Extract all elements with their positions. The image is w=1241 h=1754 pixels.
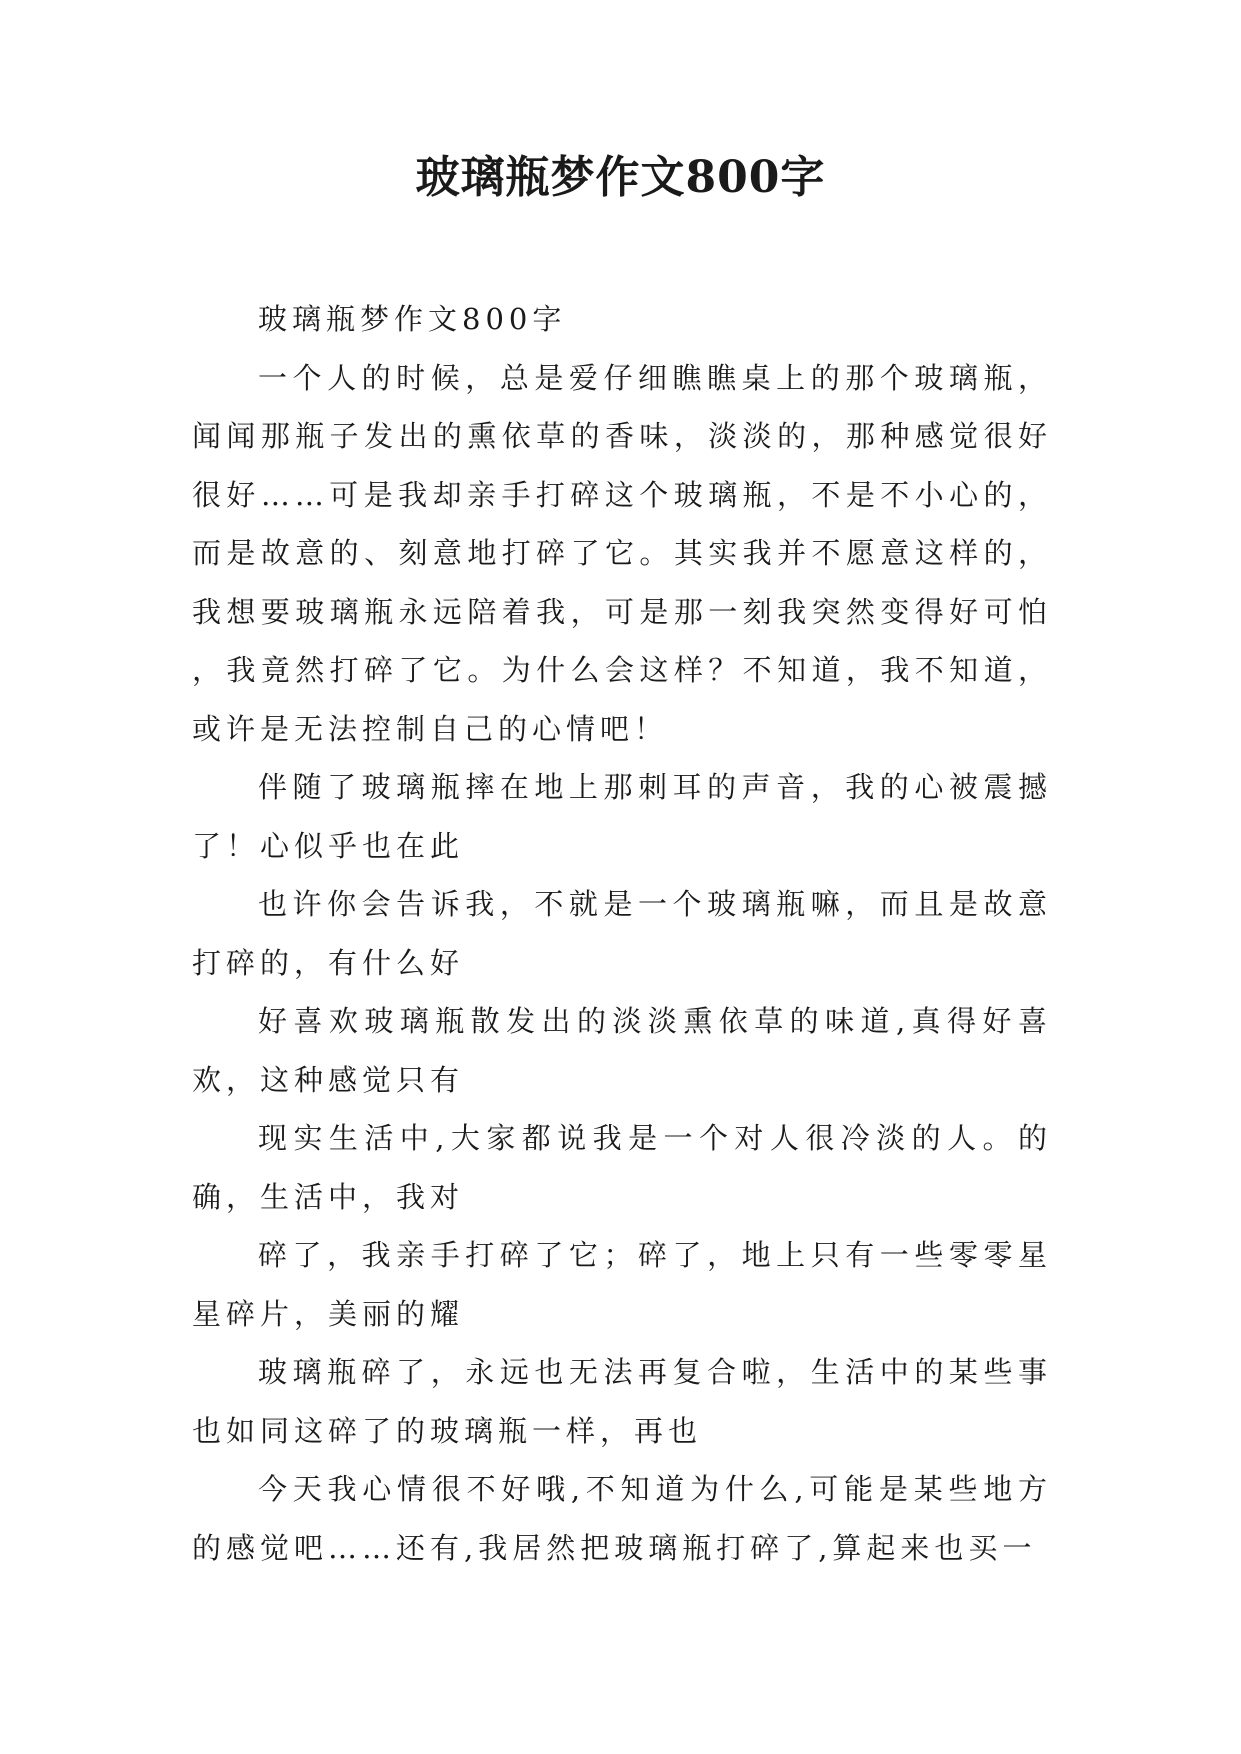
- paragraph-subtitle: 玻璃瓶梦作文800字: [258, 302, 567, 336]
- paragraph: 碎了，我亲手打碎了它；碎了，地上只有一些零零星星碎片，美丽的耀: [192, 1238, 1052, 1331]
- paragraph: 一个人的时候，总是爱仔细瞧瞧桌上的那个玻璃瓶，闻闻那瓶子发出的熏依草的香味，淡淡的，那种感觉很好很好……可是我却亲手打碎这个玻璃瓶，不是不小心的，而是故意的、刻意地打碎了它。其实我并不愿意这样的，我想要玻璃瓶永远陪着我，可是那一刻我突然变得好可怕，我竟然打碎了它。为什么会这样？不知道，我不知道，或许是无法控制自己的心情吧！: [192, 360, 1052, 746]
- paragraph: 好喜欢玻璃瓶散发出的淡淡熏依草的味道,真得好喜欢，这种感觉只有: [192, 1004, 1052, 1097]
- document-body: [192, 290, 1052, 1577]
- document-title: 玻璃瓶梦作文800字: [415, 152, 826, 203]
- paragraph: 现实生活中,大家都说我是一个对人很冷淡的人。的确，生活中，我对: [192, 1121, 1052, 1214]
- paragraph: 玻璃瓶碎了，永远也无法再复合啦，生活中的某些事也如同这碎了的玻璃瓶一样，再也: [192, 1355, 1052, 1448]
- paragraph: 今天我心情很不好哦,不知道为什么,可能是某些地方的感觉吧……还有,我居然把玻璃瓶打碎了,算起来也买一: [192, 1472, 1052, 1565]
- paragraph: 伴随了玻璃瓶摔在地上那刺耳的声音，我的心被震撼了！心似乎也在此: [192, 770, 1052, 863]
- paragraph: 也许你会告诉我，不就是一个玻璃瓶嘛，而且是故意打碎的，有什么好: [192, 887, 1052, 980]
